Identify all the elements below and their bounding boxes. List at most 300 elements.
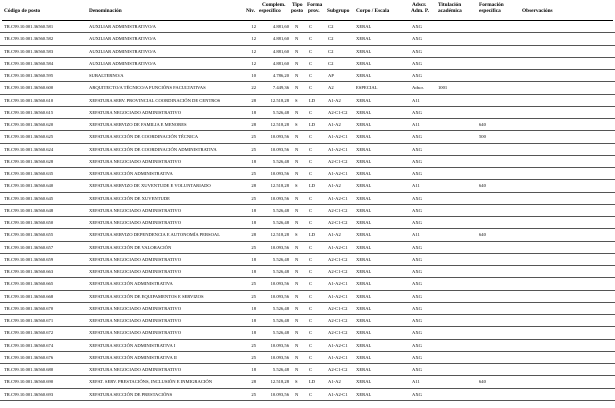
cell-adscr: AXG: [412, 391, 422, 397]
cell-niv: 28: [251, 183, 256, 189]
cell-codigo: TR.C99.10.001.36560.674: [4, 342, 54, 348]
cell-adscr: AXG: [412, 48, 422, 54]
cell-corpo: XERAL: [356, 391, 372, 397]
cell-tipo: N: [295, 146, 299, 152]
cell-denominacion: XEFATURA NEGOCIADO ADMINISTRATIVO: [89, 158, 182, 164]
cell-subgrupo: A1-A2-C1: [328, 134, 348, 140]
cell-niv: 18: [251, 256, 256, 262]
cell-forma: C: [309, 269, 313, 274]
cell-denominacion: AUXILIAR ADMINISTRATIVO/A: [89, 24, 156, 29]
cell-codigo: TR.C99.10.001.36560.672: [4, 330, 54, 336]
cell-adscr: AXG: [412, 171, 422, 176]
cell-denominacion: XEFATURA SERVIZO DE FAMILIA E MENORES: [89, 122, 187, 127]
cell-subgrupo: A2-C1-C2: [328, 207, 348, 213]
cell-corpo: XERAL: [356, 109, 372, 115]
cell-corpo: XERAL: [356, 36, 372, 42]
header-observacions: Observacións: [522, 8, 553, 14]
cell-codigo: TR.C99.10.001.36560.610: [4, 97, 54, 103]
table-row: [0, 193, 615, 205]
cell-subgrupo: A1-A2-C1: [328, 171, 348, 176]
cell-adscr: AXG: [412, 146, 422, 152]
cell-niv: 12: [251, 36, 256, 42]
cell-codigo: TR.C99.10.001.36560.665: [4, 281, 54, 287]
cell-subgrupo: A1-A2: [328, 122, 341, 127]
cell-subgrupo: A2-C1-C2: [328, 269, 348, 274]
cell-adscr: A11: [412, 232, 420, 238]
cell-forma: C: [309, 330, 313, 336]
cell-niv: 28: [251, 232, 256, 238]
cell-forma: C: [309, 354, 313, 360]
table-row: [0, 352, 615, 364]
cell-tipo: N: [295, 24, 299, 29]
cell-forma: C: [309, 195, 313, 201]
header-titulacion-line1: Titulación: [438, 2, 462, 8]
cell-adscr: AXG: [412, 305, 422, 311]
cell-corpo: XERAL: [356, 122, 372, 127]
cell-niv: 25: [251, 342, 256, 348]
cell-subgrupo: A2-C1-C2: [328, 367, 348, 372]
cell-complem: 10.093,56: [270, 391, 289, 397]
cell-adscr: AXG: [412, 342, 422, 348]
cell-tipo: N: [295, 36, 299, 42]
cell-denominacion: XEFATURA NEGOCIADO ADMINISTRATIVO: [89, 305, 182, 311]
header-formacion-line2: específica: [479, 8, 501, 14]
cell-corpo: XERAL: [356, 207, 372, 213]
cell-niv: 18: [251, 330, 256, 336]
cell-forma: C: [309, 146, 313, 152]
cell-tipo: N: [295, 281, 299, 287]
table-row: [0, 229, 615, 241]
cell-adscr: AXG: [412, 256, 422, 262]
cell-niv: 25: [251, 281, 256, 287]
cell-adscr: AXG: [412, 330, 422, 336]
cell-adscr: AXG: [412, 293, 422, 299]
cell-codigo: TR.C99.10.001.36560.670: [4, 305, 54, 311]
cell-subgrupo: A1-A2: [328, 97, 341, 103]
cell-codigo: TR.C99.10.001.36560.635: [4, 171, 54, 176]
cell-denominacion: XEFATURA NEGOCIADO ADMINISTRATIVO: [89, 330, 182, 336]
cell-complem: 5.526,48: [272, 305, 289, 311]
header-adscr-line1: Adscr.: [412, 2, 427, 8]
cell-codigo: TR.C99.10.001.36560.582: [4, 36, 54, 42]
table-row: [0, 107, 615, 119]
cell-subgrupo: AP: [328, 73, 334, 78]
cell-tipo: N: [295, 318, 299, 323]
cell-corpo: XERAL: [356, 24, 372, 29]
cell-subgrupo: A2-C1-C2: [328, 158, 348, 164]
cell-codigo: TR.C99.10.001.36560.668: [4, 293, 54, 299]
table-row: [0, 327, 615, 339]
cell-forma: C: [309, 367, 313, 372]
cell-complem: 10.093,56: [270, 171, 289, 176]
cell-complem: 12.518,28: [270, 183, 289, 189]
cell-denominacion: XEFATURA SERVIZO DEPENDENCIA E AUTONOMÍA PERSOAL: [89, 232, 221, 238]
cell-adscr: A11: [412, 122, 420, 127]
cell-formacion: 640: [479, 232, 486, 238]
cell-subgrupo: A2-C1-C2: [328, 220, 348, 225]
cell-tipo: N: [295, 85, 299, 91]
cell-forma: LD: [309, 379, 316, 385]
table-row: [0, 70, 615, 82]
table-row: [0, 278, 615, 290]
cell-denominacion: XEFATURA NEGOCIADO ADMINISTRATIVO: [89, 207, 182, 213]
table-row: [0, 376, 615, 388]
cell-codigo: TR.C99.10.001.36560.671: [4, 318, 54, 323]
cell-forma: C: [309, 256, 313, 262]
cell-tipo: N: [295, 293, 299, 299]
cell-niv: 22: [251, 85, 256, 91]
cell-niv: 25: [251, 244, 256, 250]
cell-niv: 28: [251, 97, 256, 103]
cell-codigo: TR.C99.10.001.36560.657: [4, 244, 54, 250]
cell-subgrupo: A1-A2-C1: [328, 146, 348, 152]
cell-niv: 18: [251, 207, 256, 213]
table-row: [0, 156, 615, 168]
cell-complem: 5.526,48: [272, 318, 289, 323]
cell-subgrupo: A1-A2-C1: [328, 391, 348, 397]
cell-forma: C: [309, 158, 313, 164]
cell-forma: LD: [309, 97, 316, 103]
cell-tipo: N: [295, 195, 299, 201]
cell-niv: 25: [251, 391, 256, 397]
cell-niv: 18: [251, 305, 256, 311]
header-formacion-line1: Formación: [479, 2, 504, 8]
table-row: [0, 340, 615, 352]
cell-complem: 5.526,48: [272, 158, 289, 164]
cell-adscr: AXG: [412, 158, 422, 164]
cell-tipo: S: [295, 122, 298, 127]
cell-complem: 10.093,56: [270, 354, 289, 360]
cell-niv: 25: [251, 146, 256, 152]
cell-tipo: N: [295, 354, 299, 360]
header-subgrupo: Subgrupo: [327, 8, 350, 14]
cell-formacion: 640: [479, 379, 486, 385]
cell-corpo: XERAL: [356, 342, 372, 348]
cell-complem: 5.526,48: [272, 109, 289, 115]
cell-niv: 18: [251, 367, 256, 372]
cell-corpo: XERAL: [356, 244, 372, 250]
cell-denominacion: XEFATURA NEGOCIADO ADMINISTRATIVO: [89, 109, 182, 115]
cell-denominacion: XEFATURA SECCIÓN DE PRESTACIÓNS: [89, 391, 173, 397]
cell-complem: 5.526,48: [272, 220, 289, 225]
cell-tipo: S: [295, 232, 298, 238]
cell-adscr: AXG: [412, 220, 422, 225]
cell-codigo: TR.C99.10.001.36560.676: [4, 354, 54, 360]
cell-tipo: S: [295, 183, 298, 189]
cell-corpo: XERAL: [356, 281, 372, 287]
cell-codigo: TR.C99.10.001.36560.624: [4, 146, 54, 152]
cell-codigo: TR.C99.10.001.36560.584: [4, 60, 54, 66]
cell-codigo: TR.C99.10.001.36560.659: [4, 256, 54, 262]
cell-tipo: N: [295, 207, 299, 213]
cell-forma: C: [309, 207, 313, 213]
cell-subgrupo: A2: [328, 85, 334, 91]
cell-tipo: N: [295, 220, 299, 225]
cell-corpo: XERAL: [356, 354, 372, 360]
cell-corpo: XERAL: [356, 330, 372, 336]
cell-adscr: A11: [412, 379, 420, 385]
cell-adscr: AXG: [412, 195, 422, 201]
cell-subgrupo: A2-C1-C2: [328, 305, 348, 311]
cell-tipo: N: [295, 48, 299, 54]
cell-forma: C: [309, 85, 313, 91]
cell-complem: 12.518,28: [270, 232, 289, 238]
cell-tipo: N: [295, 367, 299, 372]
cell-codigo: TR.C99.10.001.36560.680: [4, 367, 54, 372]
cell-denominacion: XEFATURA SECCIÓN ADMINISTRATIVA I: [89, 342, 176, 348]
cell-corpo: XERAL: [356, 367, 372, 372]
cell-adscr: AXG: [412, 354, 422, 360]
cell-adscr: AXG: [412, 60, 422, 66]
cell-denominacion: XEFATURA SECCIÓN DE VALORACIÓN: [89, 244, 172, 250]
cell-denominacion: XEFATURA SECCIÓN DE COORDINACIÓN TÉCNICA: [89, 134, 199, 140]
cell-niv: 12: [251, 48, 256, 54]
cell-tipo: S: [295, 97, 298, 103]
cell-forma: C: [309, 244, 313, 250]
cell-forma: C: [309, 391, 313, 397]
cell-complem: 12.518,28: [270, 122, 289, 127]
cell-codigo: TR.C99.10.001.36560.655: [4, 232, 54, 238]
table-row: [0, 82, 615, 94]
cell-adscr: Adscr.: [412, 85, 424, 91]
cell-subgrupo: A1-A2: [328, 232, 341, 238]
cell-subgrupo: A2-C1-C2: [328, 318, 348, 323]
cell-denominacion: XEFATURA SERVIZO DE XUVENTUDE E VOLUNTARIADO: [89, 183, 211, 189]
header-niv: Niv.: [246, 8, 255, 14]
header-forma-line1: Forma: [307, 2, 323, 8]
cell-denominacion: XEFATURA NEGOCIADO ADMINISTRATIVO: [89, 256, 182, 262]
cell-corpo: XERAL: [356, 48, 372, 54]
cell-complem: 5.526,48: [272, 330, 289, 336]
table-row: [0, 33, 615, 45]
header-tipo-line1: Tipo: [292, 2, 303, 8]
table-row: [0, 242, 615, 254]
cell-subgrupo: A1-A2-C1: [328, 354, 348, 360]
cell-complem: 10.093,56: [270, 281, 289, 287]
cell-corpo: XERAL: [356, 146, 372, 152]
cell-niv: 12: [251, 24, 256, 29]
cell-niv: 28: [251, 122, 256, 127]
table-body: [0, 21, 615, 401]
cell-forma: C: [309, 171, 313, 176]
cell-corpo: XERAL: [356, 60, 372, 66]
cell-niv: 12: [251, 60, 256, 66]
cell-denominacion: XEFATURA SECCIÓN DE EQUIPAMENTOS E SERVIZOS: [89, 293, 204, 299]
header-tipo-line2: posto: [291, 8, 304, 14]
cell-complem: 5.526,48: [272, 256, 289, 262]
cell-adscr: AXG: [412, 134, 422, 140]
cell-corpo: XERAL: [356, 256, 372, 262]
cell-forma: C: [309, 318, 313, 323]
cell-subgrupo: A1-A2-C1: [328, 244, 348, 250]
cell-forma: LD: [309, 183, 316, 189]
cell-niv: 18: [251, 269, 256, 274]
cell-niv: 25: [251, 134, 256, 140]
cell-complem: 12.518,28: [270, 97, 289, 103]
header-codigo: Código de posto: [4, 8, 41, 14]
cell-denominacion: XEFAT. SERV. PRESTACIÓNS, INCLUSIÓN E INMIGRACIÓN: [89, 379, 213, 385]
cell-corpo: ESPECIAL: [356, 85, 378, 91]
cell-denominacion: XEFATURA NEGOCIADO ADMINISTRATIVO: [89, 318, 182, 323]
cell-tipo: N: [295, 244, 299, 250]
cell-codigo: TR.C99.10.001.36560.640: [4, 183, 54, 189]
cell-complem: 10.093,56: [270, 146, 289, 152]
table-header: [0, 1, 615, 21]
cell-codigo: TR.C99.10.001.36560.581: [4, 24, 54, 29]
table-row: [0, 303, 615, 315]
cell-complem: 4.786,20: [272, 73, 289, 78]
cell-complem: 10.093,56: [270, 293, 289, 299]
cell-complem: 7.449,36: [272, 85, 289, 91]
cell-niv: 25: [251, 195, 256, 201]
cell-tipo: N: [295, 330, 299, 336]
cell-subgrupo: A2-C1-C2: [328, 109, 348, 115]
cell-forma: C: [309, 134, 313, 140]
cell-corpo: XERAL: [356, 183, 372, 189]
cell-adscr: A11: [412, 183, 420, 189]
cell-forma: LD: [309, 232, 316, 238]
cell-niv: 25: [251, 354, 256, 360]
cell-denominacion: XEFATURA NEGOCIADO ADMINISTRATIVO: [89, 269, 182, 274]
cell-codigo: TR.C99.10.001.36560.628: [4, 158, 54, 164]
cell-subgrupo: C2: [328, 24, 334, 29]
cell-complem: 12.518,28: [270, 379, 289, 385]
cell-subgrupo: A1-A2-C1: [328, 195, 348, 201]
cell-subgrupo: A2-C1-C2: [328, 256, 348, 262]
cell-denominacion: XEFATURA SECCIÓN DE XUVENTUDE: [89, 195, 170, 201]
cell-tipo: N: [295, 158, 299, 164]
header-forma-line2: prov.: [308, 8, 320, 14]
table-row: [0, 21, 615, 33]
cell-adscr: AXG: [412, 281, 422, 287]
cell-tipo: N: [295, 171, 299, 176]
table-row: [0, 144, 615, 156]
cell-codigo: TR.C99.10.001.36560.625: [4, 134, 54, 140]
cell-complem: 10.093,56: [270, 195, 289, 201]
table-row: [0, 217, 615, 229]
cell-denominacion: XEFATURA SECCIÓN ADMINISTRATIVA: [89, 281, 173, 287]
cell-forma: C: [309, 60, 313, 66]
cell-corpo: XERAL: [356, 379, 372, 385]
cell-niv: 25: [251, 171, 256, 176]
cell-corpo: XERAL: [356, 220, 372, 225]
cell-denominacion: XEFATURA SERV. PROVINCIAL COORDINACIÓN DE CENTROS: [89, 97, 221, 103]
cell-corpo: XERAL: [356, 158, 372, 164]
cell-subgrupo: C2: [328, 36, 334, 42]
cell-complem: 4.881,60: [272, 24, 289, 29]
cell-codigo: TR.C99.10.001.36560.620: [4, 122, 54, 127]
cell-tipo: N: [295, 269, 299, 274]
cell-adscr: AXG: [412, 269, 422, 274]
cell-codigo: TR.C99.10.001.36560.648: [4, 207, 54, 213]
header-complem-line1: Complem.: [262, 2, 286, 8]
cell-tipo: N: [295, 109, 299, 115]
cell-corpo: XERAL: [356, 171, 372, 176]
cell-niv: 28: [251, 379, 256, 385]
cell-corpo: XERAL: [356, 318, 372, 323]
cell-adscr: AXG: [412, 318, 422, 323]
table-row: [0, 168, 615, 180]
cell-denominacion: XEFATURA NEGOCIADO ADMINISTRATIVO: [89, 367, 182, 372]
cell-subgrupo: C2: [328, 48, 334, 54]
cell-niv: 18: [251, 318, 256, 323]
cell-codigo: TR.C99.10.001.36560.693: [4, 391, 54, 397]
header-denominacion: Denominación: [89, 8, 122, 14]
cell-corpo: XERAL: [356, 269, 372, 274]
cell-adscr: AXG: [412, 24, 422, 29]
cell-codigo: TR.C99.10.001.36560.595: [4, 73, 54, 78]
cell-complem: 10.093,56: [270, 244, 289, 250]
cell-denominacion: SUBALTERNO/A: [89, 73, 124, 78]
cell-tipo: N: [295, 391, 299, 397]
cell-corpo: XERAL: [356, 232, 372, 238]
cell-tipo: N: [295, 305, 299, 311]
cell-denominacion: AUXILIAR ADMINISTRATIVO/A: [89, 48, 156, 54]
cell-subgrupo: C2: [328, 60, 334, 66]
cell-complem: 4.881,60: [272, 36, 289, 42]
cell-adscr: AXG: [412, 73, 422, 78]
cell-subgrupo: A1-A2-C1: [328, 342, 348, 348]
cell-formacion: 500: [479, 134, 486, 140]
cell-complem: 10.093,56: [270, 134, 289, 140]
cell-tipo: N: [295, 342, 299, 348]
cell-niv: 18: [251, 220, 256, 225]
cell-adscr: AXG: [412, 207, 422, 213]
table-row: [0, 46, 615, 58]
table-row: [0, 180, 615, 192]
cell-corpo: XERAL: [356, 305, 372, 311]
cell-forma: LD: [309, 122, 316, 127]
cell-denominacion: AUXILIAR ADMINISTRATIVO/A: [89, 36, 156, 42]
table-row: [0, 291, 615, 303]
cell-complem: 5.526,48: [272, 207, 289, 213]
cell-codigo: TR.C99.10.001.36560.663: [4, 269, 54, 274]
header-corpo: Corpo / Escala: [356, 8, 390, 14]
cell-codigo: TR.C99.10.001.36560.650: [4, 220, 54, 225]
cell-complem: 5.526,48: [272, 269, 289, 274]
cell-tipo: N: [295, 73, 299, 78]
cell-forma: C: [309, 281, 313, 287]
cell-denominacion: XEFATURA SECCIÓN ADMINISTRATIVA: [89, 171, 173, 176]
header-adscr-line2: Adm. P.: [411, 8, 429, 14]
table-row: [0, 315, 615, 327]
cell-subgrupo: A1-A2: [328, 183, 341, 189]
cell-codigo: TR.C99.10.001.36560.615: [4, 109, 54, 115]
cell-niv: 10: [251, 73, 256, 78]
cell-corpo: XERAL: [356, 134, 372, 140]
cell-forma: C: [309, 305, 313, 311]
cell-subgrupo: A1-A2-C1: [328, 281, 348, 287]
cell-adscr: AXG: [412, 36, 422, 42]
table-row: [0, 266, 615, 278]
table-row: [0, 389, 615, 401]
cell-complem: 4.881,60: [272, 60, 289, 66]
cell-corpo: XERAL: [356, 73, 372, 78]
cell-niv: 18: [251, 158, 256, 164]
cell-titulacion: 1001: [438, 85, 448, 91]
cell-forma: C: [309, 73, 313, 78]
cell-forma: C: [309, 342, 313, 348]
cell-tipo: N: [295, 256, 299, 262]
cell-subgrupo: A1-A2-C1: [328, 293, 348, 299]
cell-codigo: TR.C99.10.001.36560.645: [4, 195, 54, 201]
table-row: [0, 119, 615, 131]
table-row: [0, 254, 615, 266]
cell-forma: C: [309, 293, 313, 299]
cell-denominacion: ARQUITECTO/A TÉCNICO/A FUNCIÓNS FACULTATIVAS: [89, 85, 206, 91]
cell-codigo: TR.C99.10.001.36560.600: [4, 85, 54, 91]
cell-corpo: XERAL: [356, 293, 372, 299]
